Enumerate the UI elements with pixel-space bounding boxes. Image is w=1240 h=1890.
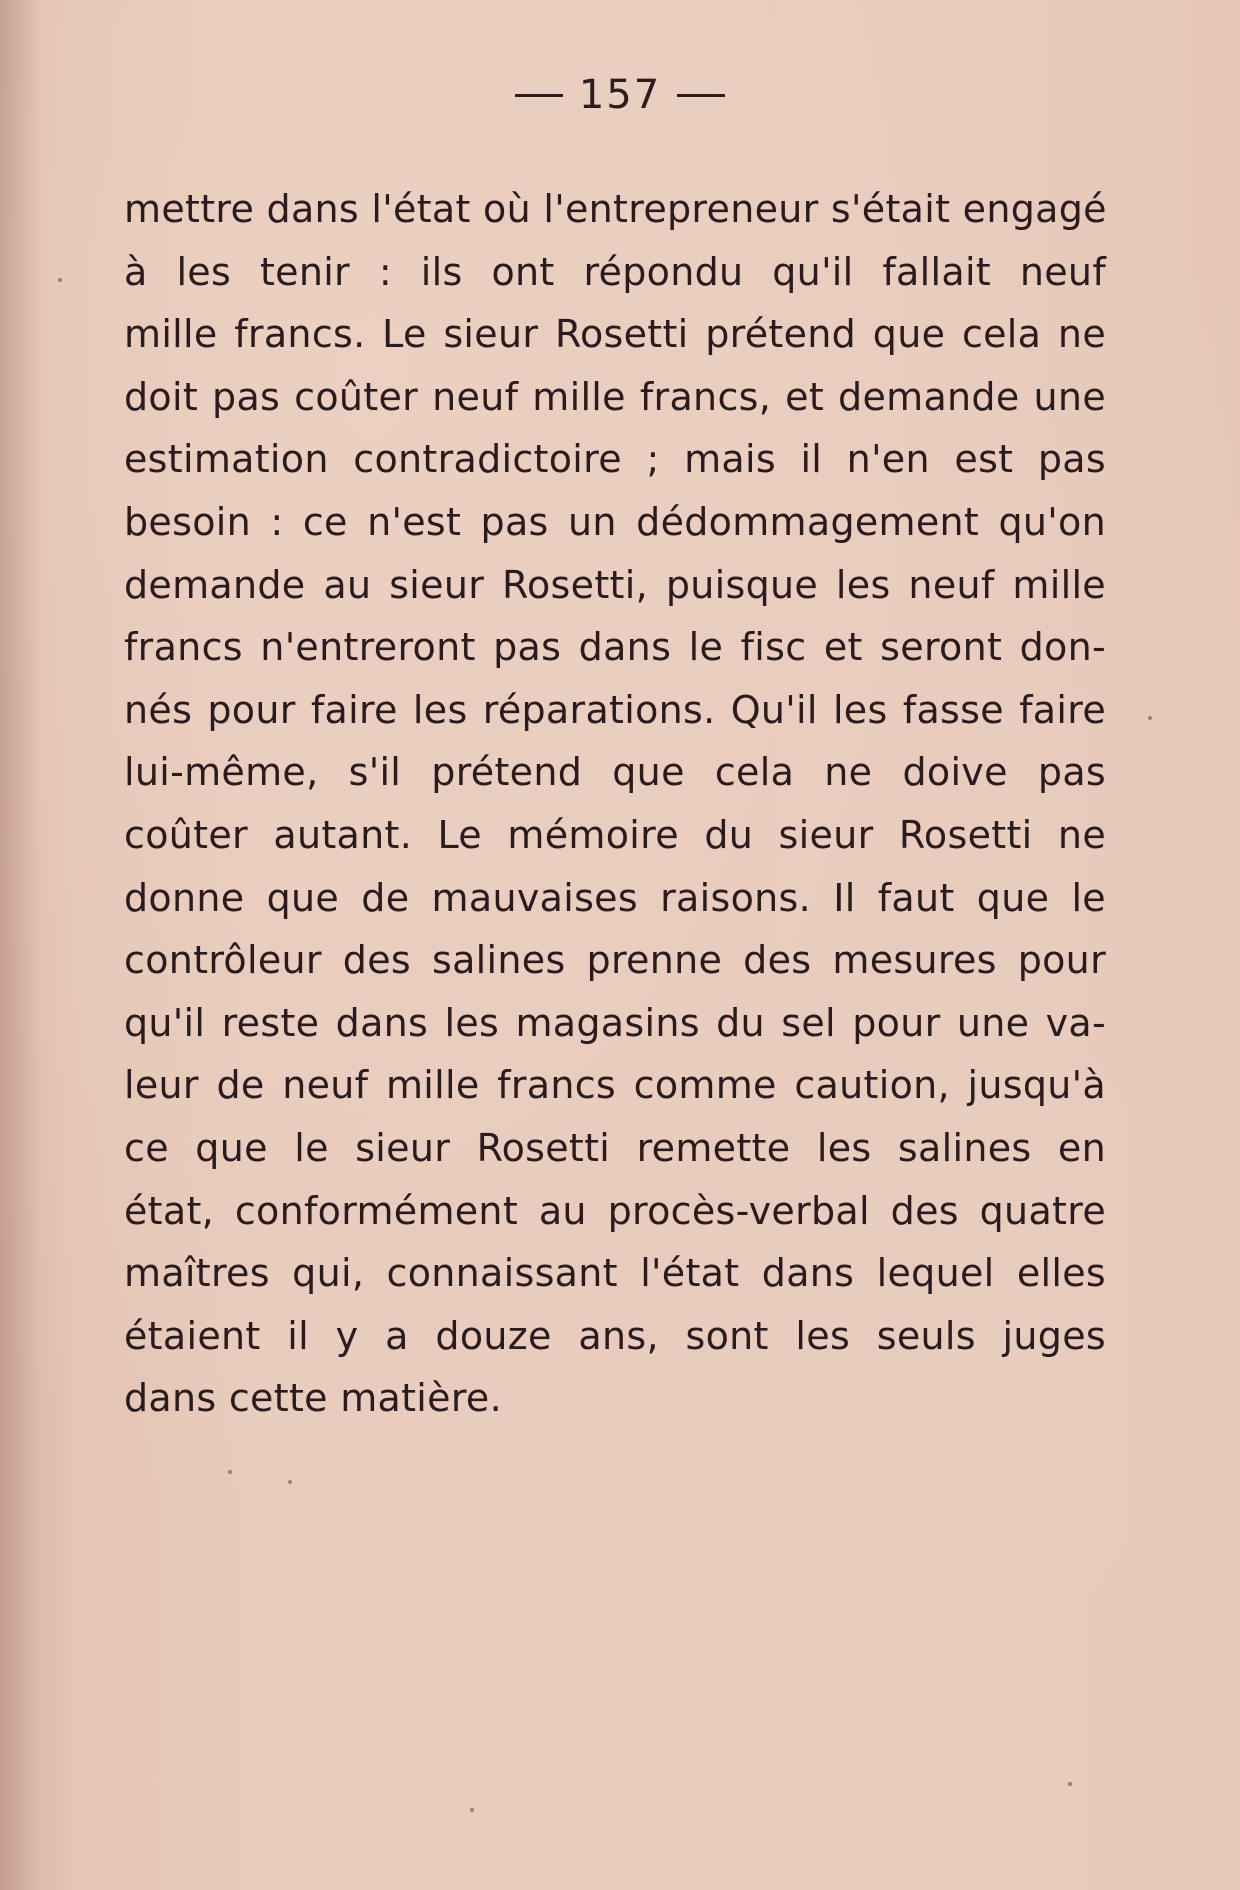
- text-line: nés pour faire les réparations. Qu'il les fasse faire: [124, 687, 1106, 732]
- paper-speck: [470, 1808, 474, 1812]
- text-line: coûter autant. Le mémoire du sieur Rosetti ne: [124, 812, 1106, 857]
- page-edge-shadow: [0, 0, 40, 1890]
- text-line: francs n'entreront pas dans le fisc et seront don-: [124, 625, 1106, 670]
- text-line: étaient il y a douze ans, sont les seuls juges: [124, 1313, 1106, 1358]
- paper-speck: [228, 1470, 232, 1474]
- page-number-header: [0, 72, 1240, 118]
- text-line: estimation contradictoire ; mais il n'en est pas: [124, 437, 1106, 482]
- em-dash-left: [515, 94, 563, 97]
- text-line-last: dans cette matière.: [124, 1376, 502, 1421]
- text-line: lui-même, s'il prétend que cela ne doive pas: [124, 750, 1106, 795]
- text-line: état, conformément au procès-verbal des quatre: [124, 1188, 1106, 1233]
- text-line: mille francs. Le sieur Rosetti prétend que cela ne: [124, 312, 1106, 357]
- text-line: à les tenir : ils ont répondu qu'il fallait neuf: [124, 249, 1106, 294]
- text-line: demande au sieur Rosetti, puisque les neuf mille: [124, 562, 1106, 607]
- paper-speck: [58, 278, 62, 282]
- paper-speck: [1148, 716, 1152, 720]
- paper-speck: [288, 1480, 292, 1484]
- text-line: mettre dans l'état où l'entrepreneur s'était engagé: [124, 187, 1107, 231]
- body-text: [124, 178, 1106, 1430]
- text-line: qu'il reste dans les magasins du sel pour une va-: [124, 1000, 1106, 1045]
- text-line: donne que de mauvaises raisons. Il faut que le: [124, 875, 1106, 920]
- text-line: leur de neuf mille francs comme caution, jusqu'à: [124, 1063, 1106, 1108]
- text-line: besoin : ce n'est pas un dédommagement qu'on: [124, 499, 1106, 544]
- paper-speck: [1068, 1782, 1072, 1786]
- text-line: doit pas coûter neuf mille francs, et demande une: [124, 374, 1106, 419]
- page-number: 157: [578, 72, 662, 118]
- text-line: maîtres qui, connaissant l'état dans lequel elles: [124, 1251, 1106, 1296]
- text-line: ce que le sieur Rosetti remette les salines en: [124, 1125, 1106, 1170]
- text-line: contrôleur des salines prenne des mesures pour: [124, 938, 1106, 983]
- em-dash-right: [677, 94, 725, 97]
